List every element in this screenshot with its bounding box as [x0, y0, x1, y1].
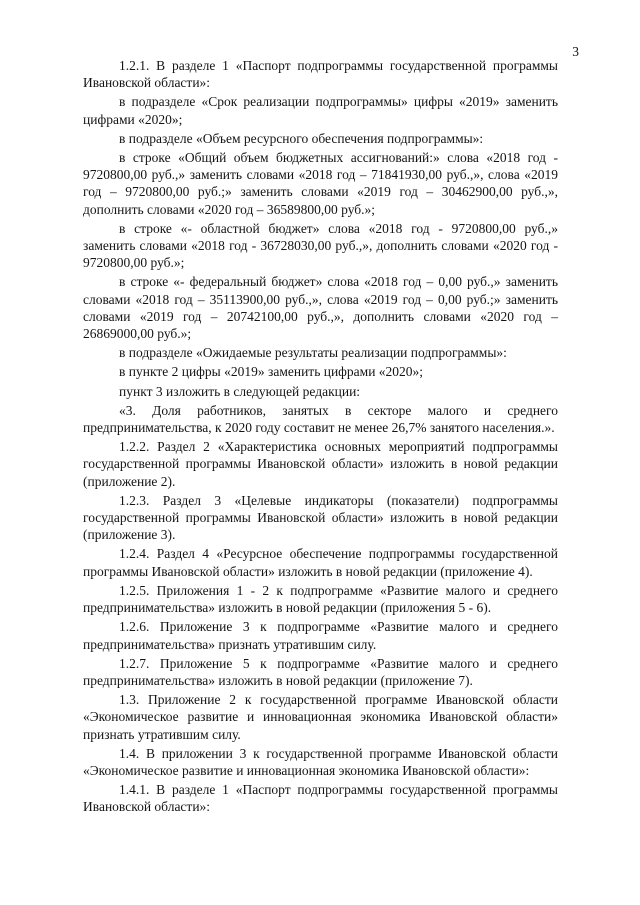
paragraph-1-2-2: 1.2.2. Раздел 2 «Характеристика основных мероприятий подпрограммы государственной программы Ивановской области» изложить в новой редакции (приложение 2).: [83, 439, 558, 489]
paragraph-item-2: в пункте 2 цифры «2019» заменить цифрами «2020»;: [119, 364, 424, 380]
paragraph-1-2-7: 1.2.7. Приложение 5 к подпрограмме «Развитие малого и среднего предпринимательства» изложить в новой редакции (приложение 7).: [83, 655, 558, 688]
paragraph-1-2-1: 1.2.1. В разделе 1 «Паспорт подпрограммы государственной программы Ивановской области»:: [83, 58, 558, 91]
paragraph-expected-results-subsection: в подразделе «Ожидаемые результаты реализации подпрограммы»:: [119, 345, 507, 361]
paragraph-1-4: 1.4. В приложении 3 к государственной программе Ивановской области «Экономическое развитие и инновационная экономика Ивановской области»:: [83, 745, 558, 778]
paragraph-1-2-6: 1.2.6. Приложение 3 к подпрограмме «Развитие малого и среднего предпринимательства» признать утратившим силу.: [83, 619, 558, 652]
page-number: 3: [572, 44, 579, 59]
paragraph-item-3-text: «3. Доля работников, занятых в секторе малого и среднего предпринимательства, к 2020 году составит не менее 26,7% занятого населения.».: [83, 402, 558, 436]
paragraph-regional-budget-row: в строке «- областной бюджет» слова «2018 год - 9720800,00 руб.,» заменить словами «2018 год - 36728030,00 руб.,», дополнить словами «2020 год - 9720800,00 руб.»;: [83, 220, 558, 271]
paragraph-term-subsection: в подразделе «Срок реализации подпрограммы» цифры «2019» заменить цифрами «2020»;: [83, 94, 558, 127]
paragraph-1-3: 1.3. Приложение 2 к государственной программе Ивановской области «Экономическое развитие и инновационная экономика Ивановской области» признать утратившим силу.: [83, 692, 558, 742]
paragraph-resource-subsection: в подразделе «Объем ресурсного обеспечения подпрограммы»:: [119, 130, 484, 146]
paragraph-item-3-intro: пункт 3 изложить в следующей редакции:: [119, 383, 361, 399]
paragraph-1-2-3: 1.2.3. Раздел 3 «Целевые индикаторы (показатели) подпрограммы государственной программы Ивановской области» изложить в новой редакции (приложение 3).: [83, 492, 558, 543]
paragraph-1-2-5: 1.2.5. Приложения 1 - 2 к подпрограмме «Развитие малого и среднего предпринимательства» изложить в новой редакции (приложения 5 - 6).: [83, 582, 558, 616]
paragraph-1-2-4: 1.2.4. Раздел 4 «Ресурсное обеспечение подпрограммы государственной программы Ивановской области» изложить в новой редакции (приложение 4).: [83, 546, 558, 579]
paragraph-federal-budget-row: в строке «- федеральный бюджет» слова «2018 год – 0,00 руб.,» заменить словами «2018 год – 35113900,00 руб.,», слова «2019 год – 0,00 руб.;» заменить словами «2019 год – 20742100,00 руб.,», дополнить словами «2020 год – 26869000,00 руб.»;: [83, 274, 558, 342]
paragraph-total-budget-row: в строке «Общий объем бюджетных ассигнований:» слова «2018 год - 9720800,00 руб.,» заменить словами «2018 год – 71841930,00 руб.,», слова «2019 год – 9720800,00 руб.;» заменить словами «2019 год – 30462900,00 руб.,», дополнить словами «2020 год – 36589800,00 руб.»;: [83, 150, 558, 217]
paragraph-1-4-1: 1.4.1. В разделе 1 «Паспорт подпрограммы государственной программы Ивановской области»:: [83, 782, 558, 815]
document-body: [83, 57, 558, 818]
